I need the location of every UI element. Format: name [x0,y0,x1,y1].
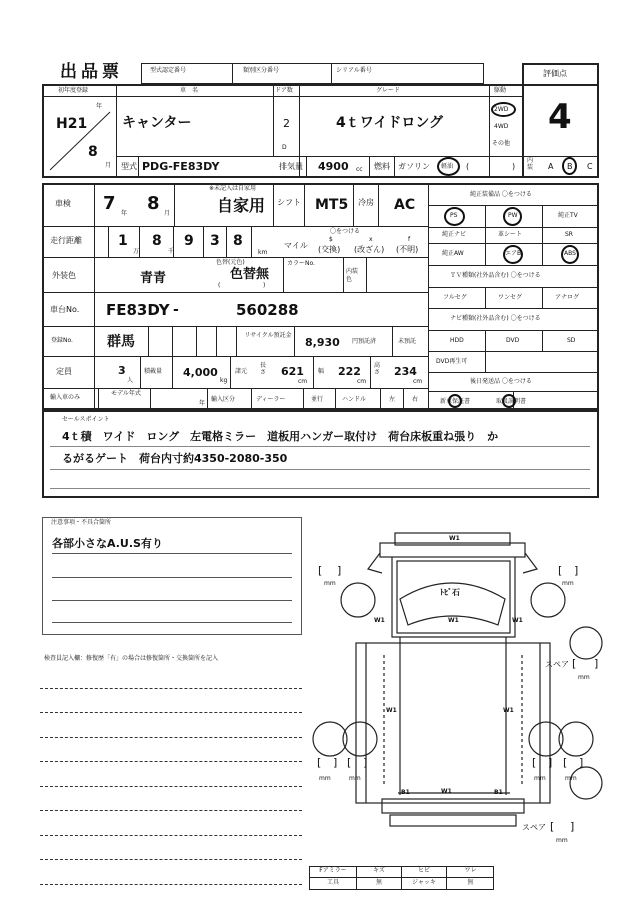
mileage-digit-4: 3 [210,233,220,249]
diagram-w1-right: W1 [512,617,523,624]
mileage-digit-3: 9 [184,233,194,249]
bracket-rr1-open: [ [532,756,537,769]
sales-line-2: るがるゲート 荷台内寸約4350-2080-350 [62,452,288,465]
sales-line-1: 4ｔ積 ワイド ロング 左電格ミラー 道板用ハンガー取付け 荷台床板重ね張り か [62,430,499,443]
equipment-title: 純正装備品 〇をつける [470,191,532,198]
bracket-fl-open: [ [318,564,323,577]
equip-sr: SR [565,231,573,238]
model-cert-box [141,63,233,84]
bracket-spare-bottom-open: [ [550,820,555,833]
spare-label-bottom: スペア [522,823,546,832]
legend-h-1: キズ [373,867,385,874]
bracket-spare-top-open: [ [572,657,577,670]
bracket-rr2-close: ] [579,756,584,769]
unknown-option: (不明) [396,245,419,254]
handle-left: 左 [389,396,396,403]
equip-ps-circle [444,207,465,226]
notes-box [42,517,302,635]
tv-oneseg: ワンセグ [498,294,523,301]
mm-rl1: mm [319,775,331,782]
shaken-month-unit: 月 [164,210,171,217]
mm-spare-top: mm [578,674,590,681]
later-manual: 取扱説明書 [496,398,527,405]
bracket-rl1-close: ] [333,756,338,769]
reg-slash [48,110,112,172]
repaint-value: 色替無 [230,267,270,282]
equip-airbag-circle [503,245,523,264]
height-cm: cm [413,378,423,385]
equip-leather: 革シート [498,231,523,238]
height-label: 高さ [374,362,381,377]
dvd-play: DVD再生可 [436,358,468,365]
interior-a: A [548,162,554,171]
width-cm: cm [357,378,367,385]
bracket-rl1-open: [ [317,756,322,769]
reg-value: 群馬 [107,334,135,350]
score-label: 評価点 [543,69,567,78]
parallel-option: 並行 [311,396,324,403]
serial-label: シリアル番号 [336,67,372,74]
drive-4wd: 4WD [494,123,509,130]
drive-2wd-circle [491,102,516,117]
score-value: 4 [548,97,572,137]
type-value: PDG-FE83DY [142,160,220,173]
ac-label: 冷房 [358,198,374,207]
width-value: 222 [338,365,361,378]
repaint-paren-close: ) [263,282,266,289]
serial-box [331,63,484,84]
diagram-w1-rear: W1 [441,788,452,795]
bracket-rr2-open: [ [563,756,568,769]
first-reg-era: H21 [56,116,88,132]
year-unit: 年 [96,103,103,110]
capacity-value: 3 [118,364,126,377]
equip-pw-circle [503,207,522,226]
mileage-digit-5: 8 [233,233,243,249]
load-label: 積載量 [144,368,163,375]
equip-abs: ABS [564,250,576,257]
navi-hdd: HDD [450,337,464,344]
chassis-model: FE83DY [106,301,170,319]
mm-fr: mm [562,580,574,587]
exchange-option: (交換) [318,245,341,254]
category-box [232,63,332,84]
later-warranty: 新車保証書 [440,398,471,405]
cc-unit: cc [356,166,363,173]
reg-label: 登録No. [51,337,73,344]
shaken-year-unit: 年 [121,210,128,217]
doors-label: ドア数 [275,87,293,94]
mile-option: マイル [284,241,308,250]
interior-c: C [587,162,593,171]
shift-value: MT5 [315,197,349,213]
int-color-label: 内装色 [346,268,359,283]
mileage-man-unit: 万 [133,248,140,255]
height-value: 234 [394,365,417,378]
legend-h-2: ヒビ [417,867,430,874]
fuel-paren-open: ( [466,162,470,171]
fuel-paren-close: ) [512,162,516,171]
grade-label: グレード [376,87,401,94]
equip-abs-circle [561,245,579,264]
diagram-w1-left: W1 [374,617,385,624]
bracket-fl-close: ] [337,564,342,577]
recycle-label: リサイクル預託金 [244,332,292,339]
bracket-spare-bottom-close: ] [570,820,575,833]
diagram-w1-front: W1 [449,535,460,542]
later-title: 後日発送品 〇をつける [470,378,532,385]
ext-color-label: 外装色 [52,271,76,280]
chassis-dash: - [173,302,179,318]
interior-b: B [567,162,573,171]
mileage-digit-2: 8 [152,233,162,249]
exchange-sym: $ [329,236,333,243]
unregistered-note: ※未記入は自家用 [209,185,257,192]
mileage-sen-unit: 千 [168,248,175,255]
first-reg-label: 初年度登録 [58,87,89,94]
truck-diagram [300,525,610,870]
doors-d: D [282,144,287,151]
shaken-year: 7 [103,193,116,214]
mm-spare-bottom: mm [556,837,568,844]
tv-title: ＴＶ種類(社外品含む) 〇をつける [450,272,541,279]
diagram-w1-bed-left: W1 [386,707,397,714]
length-value: 621 [281,365,304,378]
equip-navi: 純正ナビ [442,231,467,238]
notes-text: 各部小さなA.U.S有り [52,537,163,550]
bracket-fr-close: ] [574,564,579,577]
repaint-paren-open: ( [218,282,221,289]
recycle-unit: 円預託済 [352,338,377,345]
interior-label: 内装 [527,157,534,171]
fuel-diesel-circle [437,157,460,176]
grade-value: 4ｔワイドロング [336,115,444,131]
person-unit: 人 [127,377,134,384]
month-unit: 月 [105,162,112,169]
equip-pw: PW [508,212,518,219]
navi-dvd: DVD [506,337,520,344]
mileage-label: 走行距離 [50,236,82,245]
chassis-number: 560288 [236,301,299,319]
legend-v-3: 無 [467,879,474,886]
car-name: キャンター [122,115,192,131]
car-name-label: 車 名 [180,87,199,94]
mileage-km-unit: km [258,249,268,256]
category-label: 類別区分番号 [243,67,280,74]
model-year-label: モデル年式 [111,390,141,397]
dealer-option: ディーラー [256,396,286,403]
bracket-rl2-close: ] [363,756,368,769]
equip-tv: 純正TV [558,212,578,219]
load-value: 4,000 [183,366,218,379]
handle-right: 右 [412,396,419,403]
later-warranty-circle [448,394,462,408]
equip-aw: 純正AW [442,250,464,257]
equip-airbag: エアB [505,250,522,257]
fuel-label: 燃料 [374,162,390,171]
tampered-option: (改ざん) [354,245,385,254]
fuel-diesel: 軽油 [441,163,454,170]
capacity-label: 定員 [56,367,72,376]
import-label: 輸入車のみ [50,394,81,401]
unknown-sym: f [408,236,411,243]
legend-v-1: 無 [375,879,382,886]
equip-ps: PS [450,212,458,219]
drive-label: 駆動 [494,87,507,94]
length-cm: cm [298,378,308,385]
spare-label-top: スペア [545,660,569,669]
dims-label: 諸元 [235,368,248,375]
bracket-rr1-close: ] [548,756,553,769]
later-manual-circle [502,394,516,408]
recycle-amount: 8,930 [305,336,340,349]
mileage-digit-1: 1 [118,233,128,249]
inspector-label: 検査員記入欄：修復歴「有」の場合は修復箇所・交換箇所を記入 [44,655,219,662]
legend-v-2: ジャッキ [412,879,436,886]
bracket-rl2-open: [ [347,756,352,769]
fuel-gasoline: ガソリン [398,162,430,171]
legend-h-3: ワレ [464,867,477,874]
repaint-label: 色替(元色) [216,259,245,266]
legend-v-0: 工具 [326,879,339,886]
model-cert-label: 型式認定番号 [150,67,187,74]
mm-rl2: mm [349,775,361,782]
ac-value: AC [394,197,416,213]
recycle-none: 未預託 [398,338,417,345]
mm-rr2: mm [565,775,577,782]
navi-sd: SD [567,337,576,344]
navi-title: ナビ種類(社外品含む) 〇をつける [450,315,541,322]
drive-other: その他 [492,140,511,147]
tv-analog: アナログ [555,294,580,301]
legend-h-0: Fアミラー [319,867,347,874]
type-label: 型式 [121,162,137,171]
shaken-month: 8 [147,193,160,214]
bracket-fr-open: [ [558,564,563,577]
use-value: 自家用 [217,196,266,215]
diagram-b1-left: B1 [401,789,410,796]
color-no-label: カラーNo. [287,260,315,267]
first-reg-month: 8 [88,144,98,160]
displacement-value: 4900 [318,160,349,173]
mm-rr1: mm [534,775,546,782]
import-cat-label: 輸入区分 [211,396,236,403]
length-label: 長さ [260,362,267,377]
diagram-w1-bed-right: W1 [503,707,514,714]
ext-color-value: 青青 [140,271,167,286]
drive-2wd: 2WD [494,106,509,113]
diagram-bed-note: ﾄﾋﾞ石 [440,588,460,597]
kg-unit: kg [220,377,228,384]
sales-label: セールスポイント [62,416,110,423]
diagram-b1-right: B1 [494,789,503,796]
shaken-label: 車検 [55,199,71,208]
form-title: 出品票 [60,62,123,82]
notes-label: 注意事項・不具合箇所 [51,519,112,526]
interior-b-circle [562,157,577,175]
tv-fullseg: フルセグ [443,294,467,301]
doors-value: 2 [283,117,290,130]
chassis-label: 車台No. [50,305,80,314]
bracket-spare-top-close: ] [594,657,599,670]
displacement-label: 排気量 [279,162,303,171]
mileage-circle-note: 〇をつける [330,228,361,235]
handle-label: ハンドル [342,396,367,403]
import-year-unit: 年 [199,400,206,407]
mm-fl: mm [324,580,336,587]
tampered-sym: x [369,236,373,243]
width-label: 幅 [318,368,325,375]
diagram-w1-center: W1 [448,617,459,624]
shift-label: シフト [277,198,301,207]
